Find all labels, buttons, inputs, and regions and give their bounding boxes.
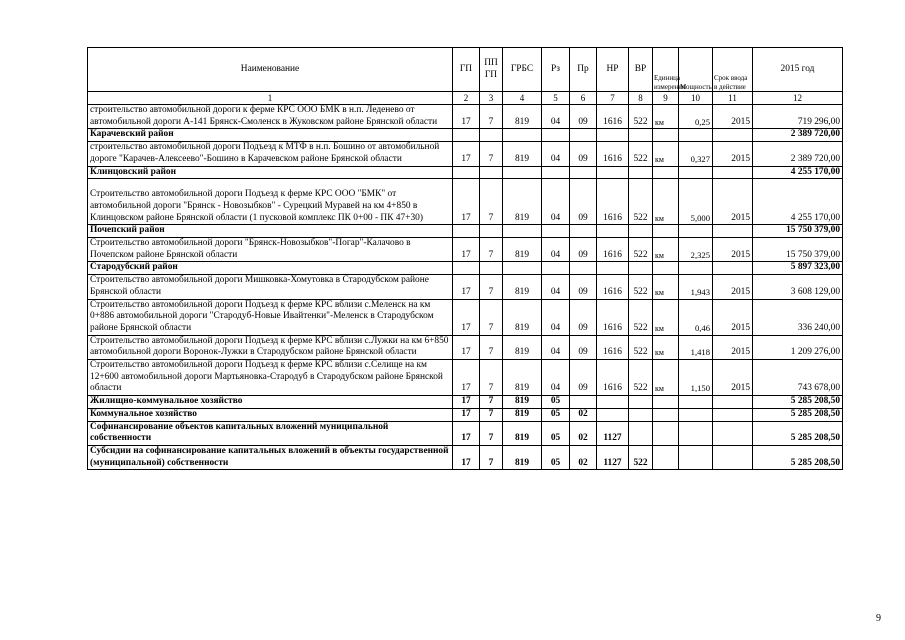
vr-cell — [629, 408, 653, 421]
pr-cell: 02 — [570, 421, 597, 445]
pr-cell: 09 — [570, 360, 597, 396]
nr-cell — [597, 396, 629, 409]
term-cell — [713, 408, 753, 421]
term-cell — [713, 421, 753, 445]
unit-cell: км — [653, 275, 679, 299]
amount-cell: 4 255 170,00 — [753, 166, 843, 179]
rz-cell — [542, 262, 570, 275]
nr-cell — [597, 262, 629, 275]
gp-cell — [453, 262, 480, 275]
amount-cell: 2 389 720,00 — [753, 129, 843, 142]
grbs-cell — [503, 262, 542, 275]
grbs-cell: 819 — [503, 360, 542, 396]
power-cell — [679, 396, 713, 409]
vr-cell — [629, 225, 653, 238]
total-row — [88, 396, 843, 409]
term-cell — [713, 129, 753, 142]
rz-cell — [542, 166, 570, 179]
term-cell: 2015 — [713, 360, 753, 396]
gp-cell — [453, 225, 480, 238]
power-cell: 5,000 — [679, 179, 713, 225]
pr-cell: 09 — [570, 275, 597, 299]
row-name-cell: Клинцовский район — [88, 166, 453, 179]
amount-cell: 2 389 720,00 — [753, 142, 843, 166]
term-cell — [713, 396, 753, 409]
power-cell: 0,25 — [679, 105, 713, 129]
grbs-cell: 819 — [503, 142, 542, 166]
gp-cell: 17 — [453, 445, 480, 469]
grbs-cell: 819 — [503, 105, 542, 129]
column-number: 2 — [453, 92, 480, 105]
unit-cell: км — [653, 105, 679, 129]
rz-cell — [542, 129, 570, 142]
header-nr: НР — [597, 48, 629, 92]
ppgp-cell — [480, 225, 503, 238]
total-row — [88, 445, 843, 469]
ppgp-cell: 7 — [480, 238, 503, 262]
gp-cell: 17 — [453, 421, 480, 445]
header-unit: Единица измерения — [653, 48, 679, 92]
amount-cell: 5 285 208,50 — [753, 396, 843, 409]
vr-cell: 522 — [629, 335, 653, 359]
term-cell — [713, 225, 753, 238]
pr-cell — [570, 262, 597, 275]
grbs-cell — [503, 129, 542, 142]
vr-cell: 522 — [629, 142, 653, 166]
header-name: Наименование — [88, 48, 453, 92]
pr-cell: 09 — [570, 142, 597, 166]
unit-cell: км — [653, 299, 679, 335]
table-row — [88, 142, 843, 166]
table-row — [88, 238, 843, 262]
pr-cell: 09 — [570, 299, 597, 335]
term-cell — [713, 262, 753, 275]
table-row — [88, 299, 843, 335]
section-row — [88, 129, 843, 142]
unit-cell — [653, 129, 679, 142]
nr-cell: 1127 — [597, 445, 629, 469]
table-row — [88, 335, 843, 359]
term-cell: 2015 — [713, 179, 753, 225]
header-grbs: ГРБС — [503, 48, 542, 92]
pr-cell: 02 — [570, 408, 597, 421]
row-name-cell: Субсидии на софинансирование капитальных вложений в объекты государственной (муниципальной) собственности — [88, 445, 453, 469]
term-cell: 2015 — [713, 275, 753, 299]
ppgp-cell — [480, 166, 503, 179]
amount-cell: 5 285 208,50 — [753, 408, 843, 421]
rz-cell: 05 — [542, 408, 570, 421]
grbs-cell: 819 — [503, 445, 542, 469]
amount-cell: 15 750 379,00 — [753, 238, 843, 262]
rz-cell: 04 — [542, 179, 570, 225]
term-cell: 2015 — [713, 105, 753, 129]
rz-cell — [542, 225, 570, 238]
nr-cell — [597, 225, 629, 238]
vr-cell: 522 — [629, 275, 653, 299]
header-gp: ГП — [453, 48, 480, 92]
ppgp-cell: 7 — [480, 421, 503, 445]
header-row — [88, 48, 843, 92]
section-row — [88, 166, 843, 179]
gp-cell: 17 — [453, 238, 480, 262]
power-cell — [679, 262, 713, 275]
column-number: 7 — [597, 92, 629, 105]
column-number: 1 — [88, 92, 453, 105]
vr-cell — [629, 396, 653, 409]
column-number: 3 — [480, 92, 503, 105]
amount-cell: 336 240,00 — [753, 299, 843, 335]
ppgp-cell: 7 — [480, 299, 503, 335]
gp-cell: 17 — [453, 335, 480, 359]
grbs-cell: 819 — [503, 275, 542, 299]
amount-cell: 15 750 379,00 — [753, 225, 843, 238]
row-name-cell: Строительство автомобильной дороги Подъезд к ферме КРС вблизи с.Селище на км 12+600 автомобильной дороги Мартьяновка-Стародуб в Стародубском районе Брянской области — [88, 360, 453, 396]
vr-cell: 522 — [629, 299, 653, 335]
total-row — [88, 421, 843, 445]
row-name-cell: Почепский район — [88, 225, 453, 238]
grbs-cell: 819 — [503, 396, 542, 409]
ppgp-cell — [480, 129, 503, 142]
pr-cell: 09 — [570, 179, 597, 225]
power-cell — [679, 225, 713, 238]
ppgp-cell — [480, 262, 503, 275]
grbs-cell: 819 — [503, 299, 542, 335]
nr-cell — [597, 166, 629, 179]
column-number: 11 — [713, 92, 753, 105]
grbs-cell: 819 — [503, 179, 542, 225]
row-name-cell: Жилищно-коммунальное хозяйство — [88, 396, 453, 409]
gp-cell — [453, 129, 480, 142]
unit-cell — [653, 408, 679, 421]
column-number: 4 — [503, 92, 542, 105]
pr-cell: 09 — [570, 335, 597, 359]
amount-cell: 5 897 323,00 — [753, 262, 843, 275]
rz-cell: 04 — [542, 299, 570, 335]
row-name-cell: Строительство автомобильной дороги "Брянск-Новозыбков"-Погар"-Калачово в Почепском районе Брянской области — [88, 238, 453, 262]
row-name-cell: Стародубский район — [88, 262, 453, 275]
vr-cell — [629, 166, 653, 179]
nr-cell: 1616 — [597, 335, 629, 359]
ppgp-cell: 7 — [480, 275, 503, 299]
amount-cell: 743 678,00 — [753, 360, 843, 396]
total-row — [88, 408, 843, 421]
table-row — [88, 179, 843, 225]
amount-cell: 4 255 170,00 — [753, 179, 843, 225]
column-number: 12 — [753, 92, 843, 105]
pr-cell — [570, 396, 597, 409]
rz-cell: 05 — [542, 396, 570, 409]
nr-cell — [597, 129, 629, 142]
pr-cell — [570, 129, 597, 142]
term-cell — [713, 445, 753, 469]
rz-cell: 04 — [542, 275, 570, 299]
unit-cell: км — [653, 360, 679, 396]
nr-cell: 1616 — [597, 275, 629, 299]
section-row — [88, 262, 843, 275]
header-pr: Пр — [570, 48, 597, 92]
gp-cell: 17 — [453, 396, 480, 409]
power-cell — [679, 421, 713, 445]
amount-cell: 3 608 129,00 — [753, 275, 843, 299]
ppgp-cell: 7 — [480, 142, 503, 166]
term-cell: 2015 — [713, 142, 753, 166]
gp-cell — [453, 166, 480, 179]
unit-cell: км — [653, 238, 679, 262]
amount-cell: 5 285 208,50 — [753, 421, 843, 445]
power-cell — [679, 129, 713, 142]
unit-cell: км — [653, 335, 679, 359]
column-number: 9 — [653, 92, 679, 105]
rz-cell: 05 — [542, 445, 570, 469]
row-name-cell: строительство автомобильной дороги Подъезд к МТФ в н.п. Бошино от автомобильной дороге "Карачев-Алексеево"-Бошино в Карачевском районе Брянской области — [88, 142, 453, 166]
rz-cell: 04 — [542, 335, 570, 359]
gp-cell: 17 — [453, 408, 480, 421]
ppgp-cell: 7 — [480, 360, 503, 396]
section-row — [88, 225, 843, 238]
row-name-cell: Софинансирование объектов капитальных вложений муниципальной собственности — [88, 421, 453, 445]
nr-cell: 1616 — [597, 299, 629, 335]
budget-table — [87, 47, 843, 470]
ppgp-cell: 7 — [480, 408, 503, 421]
nr-cell: 1616 — [597, 360, 629, 396]
row-name-cell: Строительство автомобильной дороги Мишковка-Хомутовка в Стародубском районе Брянской области — [88, 275, 453, 299]
pr-cell — [570, 225, 597, 238]
row-name-cell: строительство автомобильной дороги к ферме КРС ООО БМК в н.п. Леденево от автомобильной дороги А-141 Брянск-Смоленск в Жуковском районе Брянской области — [88, 105, 453, 129]
gp-cell: 17 — [453, 299, 480, 335]
vr-cell: 522 — [629, 445, 653, 469]
column-number-row — [88, 92, 843, 105]
gp-cell: 17 — [453, 105, 480, 129]
gp-cell: 17 — [453, 142, 480, 166]
page-number: 9 — [876, 613, 881, 624]
power-cell: 0,46 — [679, 299, 713, 335]
nr-cell: 1127 — [597, 421, 629, 445]
unit-cell — [653, 396, 679, 409]
power-cell — [679, 408, 713, 421]
amount-cell: 719 296,00 — [753, 105, 843, 129]
header-term: Срок ввода в действие — [713, 48, 753, 92]
power-cell: 1,150 — [679, 360, 713, 396]
power-cell: 1,418 — [679, 335, 713, 359]
unit-cell — [653, 445, 679, 469]
row-name-cell: Строительство автомобильной дороги Подъезд к ферме КРС вблизи с.Меленск на км 0+886 автомобильной дороги "Стародуб-Новые Ивайтенки"-Меленск в Стародубском районе Брянской области — [88, 299, 453, 335]
vr-cell — [629, 262, 653, 275]
vr-cell: 522 — [629, 360, 653, 396]
unit-cell — [653, 262, 679, 275]
vr-cell: 522 — [629, 179, 653, 225]
grbs-cell — [503, 225, 542, 238]
unit-cell: км — [653, 142, 679, 166]
row-name-cell: Строительство автомобильной дороги Подъезд к ферме КРС ООО "БМК" от автомобильной дороги "Брянск - Новозыбков" - Сурецкий Муравей на км 4+850 в Клинцовском районе Брянской области (1 пусковой комплекс ПК 0+00 - ПК 47+30) — [88, 179, 453, 225]
header-power: Мощность — [679, 48, 713, 92]
ppgp-cell: 7 — [480, 179, 503, 225]
pr-cell: 02 — [570, 445, 597, 469]
table-row — [88, 275, 843, 299]
vr-cell — [629, 129, 653, 142]
power-cell: 0,327 — [679, 142, 713, 166]
ppgp-cell: 7 — [480, 396, 503, 409]
unit-cell: км — [653, 179, 679, 225]
nr-cell: 1616 — [597, 142, 629, 166]
unit-cell — [653, 166, 679, 179]
power-cell: 1,943 — [679, 275, 713, 299]
row-name-cell: Строительство автомобильной дороги Подъезд к ферме КРС вблизи с.Лужки на км 6+850 автомобильной дороги Воронок-Лужки в Стародубском районе Брянской области — [88, 335, 453, 359]
table-row — [88, 105, 843, 129]
column-number: 5 — [542, 92, 570, 105]
pr-cell: 09 — [570, 238, 597, 262]
amount-cell: 1 209 276,00 — [753, 335, 843, 359]
term-cell: 2015 — [713, 299, 753, 335]
ppgp-cell: 7 — [480, 445, 503, 469]
column-number: 8 — [629, 92, 653, 105]
grbs-cell: 819 — [503, 238, 542, 262]
header-ppgp: ПП ГП — [480, 48, 503, 92]
vr-cell: 522 — [629, 238, 653, 262]
row-name-cell: Карачевский район — [88, 129, 453, 142]
rz-cell: 04 — [542, 360, 570, 396]
gp-cell: 17 — [453, 360, 480, 396]
header-rz: Рз — [542, 48, 570, 92]
nr-cell — [597, 408, 629, 421]
grbs-cell: 819 — [503, 335, 542, 359]
pr-cell: 09 — [570, 105, 597, 129]
grbs-cell — [503, 166, 542, 179]
rz-cell: 05 — [542, 421, 570, 445]
nr-cell: 1616 — [597, 105, 629, 129]
rz-cell: 04 — [542, 105, 570, 129]
rz-cell: 04 — [542, 142, 570, 166]
ppgp-cell: 7 — [480, 335, 503, 359]
power-cell: 2,325 — [679, 238, 713, 262]
vr-cell — [629, 421, 653, 445]
pr-cell — [570, 166, 597, 179]
column-number: 10 — [679, 92, 713, 105]
power-cell — [679, 166, 713, 179]
gp-cell: 17 — [453, 179, 480, 225]
nr-cell: 1616 — [597, 238, 629, 262]
table-row — [88, 360, 843, 396]
column-number: 6 — [570, 92, 597, 105]
grbs-cell: 819 — [503, 408, 542, 421]
nr-cell: 1616 — [597, 179, 629, 225]
power-cell — [679, 445, 713, 469]
term-cell: 2015 — [713, 335, 753, 359]
term-cell — [713, 166, 753, 179]
vr-cell: 522 — [629, 105, 653, 129]
rz-cell: 04 — [542, 238, 570, 262]
row-name-cell: Коммунальное хозяйство — [88, 408, 453, 421]
ppgp-cell: 7 — [480, 105, 503, 129]
unit-cell — [653, 421, 679, 445]
grbs-cell: 819 — [503, 421, 542, 445]
header-vr: ВР — [629, 48, 653, 92]
table-body — [88, 105, 843, 470]
term-cell: 2015 — [713, 238, 753, 262]
header-year: 2015 год — [753, 48, 843, 92]
amount-cell: 5 285 208,50 — [753, 445, 843, 469]
unit-cell — [653, 225, 679, 238]
gp-cell: 17 — [453, 275, 480, 299]
